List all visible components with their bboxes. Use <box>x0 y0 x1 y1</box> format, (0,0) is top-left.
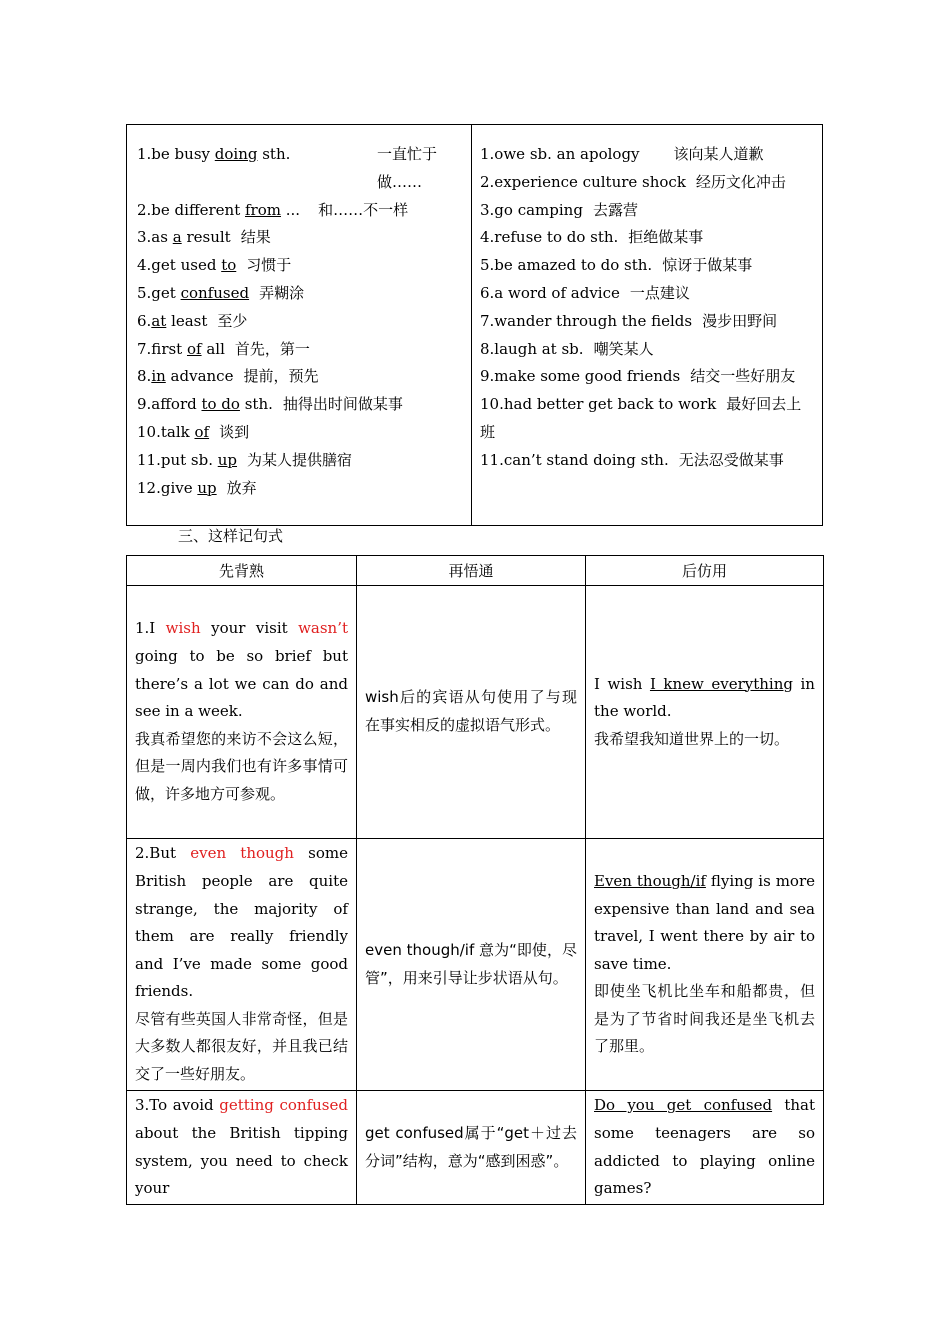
phrase-meaning: 首先，第一 <box>234 339 310 358</box>
sentence-text: I wish <box>594 674 650 693</box>
phrase-item <box>137 419 463 447</box>
phrase-meaning: 习惯于 <box>246 256 292 275</box>
explanation-text: even though/if 意为“即使，尽管”，用来引导让步状语从句。 <box>365 940 577 987</box>
explanation-text: get confused属于“get＋过去分词”结构，意为“感到困惑”。 <box>365 1123 577 1170</box>
explain-cell <box>357 839 586 1091</box>
phrase-meaning: 放弃 <box>226 478 257 497</box>
answer-blank: Do you get confused <box>594 1096 773 1115</box>
phrase-blank: to do <box>201 395 240 414</box>
phrase-text: 9.afford <box>137 395 202 414</box>
phrase-blank: of <box>194 422 210 441</box>
phrase-list-left <box>137 141 463 502</box>
phrase-meaning: 最好回去上班 <box>480 395 802 441</box>
phrase-list-right <box>480 141 816 475</box>
phrase-text: least <box>166 311 208 330</box>
phrase-text: 5.get <box>137 283 181 302</box>
sentence-text: flying is more expensive than land and sea travel, I went there by air to save time. <box>594 871 815 973</box>
sentence-text: 1.I <box>135 619 166 638</box>
phrase-text: 2.experience culture shock <box>480 172 686 191</box>
phrase-blank: in <box>151 367 166 386</box>
imitate-cell <box>586 1091 824 1205</box>
phrase-table <box>126 124 823 526</box>
phrase-item <box>137 363 463 391</box>
phrase-item <box>480 252 816 280</box>
header-recite: 先背熟 <box>127 556 357 586</box>
table-row <box>127 586 824 839</box>
phrase-item <box>480 391 816 447</box>
phrase-text: 5.be amazed to do sth. <box>480 256 653 275</box>
sentence-text: 3.To avoid <box>135 1096 220 1115</box>
phrase-meaning: 结交一些好朋友 <box>690 367 796 386</box>
phrase-text: 1.owe sb. an apology <box>480 145 640 163</box>
phrase-text: advance <box>165 367 234 386</box>
explanation-text: wish后的宾语从句使用了与现在事实相反的虚拟语气形式。 <box>365 688 577 734</box>
phrase-meaning: 去露营 <box>592 200 638 219</box>
phrase-text: 11.can’t stand doing sth. <box>480 450 669 469</box>
key-word: wish <box>165 619 201 638</box>
phrase-item <box>137 197 463 225</box>
phrase-meaning: 为某人提供膳宿 <box>247 450 353 469</box>
phrase-item <box>480 363 816 391</box>
phrase-blank: to <box>221 256 237 275</box>
explain-cell <box>357 586 586 839</box>
key-word: wasn’t <box>298 619 349 638</box>
phrase-item <box>137 336 463 364</box>
sentence-translation: 即使坐飞机比坐车和船都贵，但是为了节省时间我还是坐飞机去了那里。 <box>594 982 815 1056</box>
key-word: even though <box>190 844 294 863</box>
phrase-meaning: 无法忍受做某事 <box>678 450 784 469</box>
sentence-text: that some teenagers are so addicted to playing online games? <box>594 1096 816 1198</box>
phrase-item <box>137 141 463 191</box>
phrase-blank: of <box>186 339 202 358</box>
phrase-item <box>480 280 816 308</box>
table-row <box>127 839 824 1091</box>
phrase-meaning: 和……不一样 <box>318 200 409 219</box>
sentence-text: going to be so brief but there’s a lot we can do and see in a week. <box>135 647 348 721</box>
recite-cell <box>127 1091 357 1205</box>
phrase-text: 7.wander through the fields <box>480 311 693 330</box>
sentence-text: your visit <box>200 619 299 638</box>
phrase-meaning: 提前，预先 <box>243 367 319 386</box>
phrase-text: 8. <box>137 367 152 386</box>
phrase-meaning: 一直忙于做…… <box>377 145 438 191</box>
phrase-item <box>480 447 816 475</box>
phrase-text: sth. <box>239 395 273 414</box>
phrase-blank: up <box>217 450 238 469</box>
phrase-text: 12.give <box>137 478 198 497</box>
phrase-meaning: 惊讶于做某事 <box>662 256 753 275</box>
recite-cell <box>127 586 357 839</box>
phrase-blank: a <box>172 228 182 247</box>
imitate-cell <box>586 839 824 1091</box>
sentence-text: in the world. <box>594 674 815 721</box>
sentence-translation: 尽管有些英国人非常奇怪，但是大多数人都很友好，并且我已结交了一些好朋友。 <box>135 1009 348 1084</box>
imitate-text <box>594 1092 815 1202</box>
phrase-blank: at <box>151 311 167 330</box>
phrase-item <box>137 308 463 336</box>
column-divider <box>471 125 472 525</box>
imitate-text <box>594 868 815 978</box>
phrase-item <box>137 391 463 419</box>
phrase-item <box>480 169 816 197</box>
phrase-meaning: 谈到 <box>219 422 250 441</box>
phrase-meaning: 一点建议 <box>629 283 690 302</box>
phrase-meaning: 该向某人道歉 <box>673 145 764 163</box>
recite-cell <box>127 839 357 1091</box>
phrase-text: all <box>201 339 225 358</box>
phrase-text: 11.put sb. <box>137 450 218 469</box>
phrase-text: 8.laugh at sb. <box>480 339 584 358</box>
phrase-meaning: 结果 <box>240 228 271 247</box>
phrase-item <box>137 252 463 280</box>
phrase-text: 10.talk <box>137 422 195 441</box>
phrase-text: sth. <box>257 145 291 163</box>
phrase-text: result <box>181 228 231 247</box>
imitate-text <box>594 671 815 726</box>
recite-text <box>135 615 348 725</box>
phrase-text: 6.a word of advice <box>480 283 620 302</box>
phrase-item <box>480 224 816 252</box>
table-header-row <box>127 556 824 586</box>
phrase-text: ... <box>280 200 301 219</box>
phrase-blank: up <box>197 478 217 497</box>
sentence-translation: 我真希望您的来访不会这么短，但是一周内我们也有许多事情可做，许多地方可参观。 <box>135 729 348 803</box>
sentence-translation: 我希望我知道世界上的一切。 <box>594 729 790 748</box>
header-imitate: 后仿用 <box>586 556 824 586</box>
phrase-blank: confused <box>180 283 250 302</box>
phrase-item <box>137 280 463 308</box>
sentence-table <box>126 555 824 1205</box>
recite-text <box>135 1092 348 1202</box>
phrase-meaning: 漫步田野间 <box>702 311 778 330</box>
phrase-item <box>137 447 463 475</box>
table-row <box>127 1091 824 1205</box>
phrase-text: 2.be different <box>137 200 245 219</box>
phrase-meaning: 经历文化冲击 <box>695 172 786 191</box>
phrase-text: 6. <box>137 311 152 330</box>
answer-blank: I knew everything <box>649 674 793 693</box>
phrase-blank: from <box>245 200 281 219</box>
sentence-text: some British people are quite strange, the majority of them are really friendly and I’ve made some good friends. <box>135 844 348 1001</box>
phrase-item <box>480 141 816 169</box>
section-heading: 三、这样记句式 <box>178 527 284 545</box>
phrase-item <box>480 197 816 225</box>
phrase-text: 7.first <box>137 339 187 358</box>
recite-text <box>135 840 348 1006</box>
phrase-text: 4.refuse to do sth. <box>480 228 619 247</box>
phrase-text: 9.make some good friends <box>480 367 681 386</box>
answer-blank: Even though/if <box>594 871 706 890</box>
phrase-meaning: 弄糊涂 <box>259 283 305 302</box>
phrase-item <box>137 475 463 503</box>
phrase-item <box>480 336 816 364</box>
phrase-blank: doing <box>214 145 258 163</box>
phrase-meaning: 拒绝做某事 <box>628 228 704 247</box>
phrase-text: 3.go camping <box>480 200 583 219</box>
phrase-meaning: 至少 <box>217 311 248 330</box>
sentence-text: about the British tipping system, you need to check your <box>135 1123 348 1198</box>
phrase-text: 1.be busy <box>137 145 215 163</box>
phrase-item <box>480 308 816 336</box>
key-word: getting confused <box>219 1096 348 1115</box>
sentence-text: 2.But <box>135 844 191 863</box>
phrase-text: 3.as <box>137 228 173 247</box>
phrase-text: 10.had better get back to work <box>480 395 717 414</box>
phrase-meaning: 抽得出时间做某事 <box>282 395 403 414</box>
phrase-text: 4.get used <box>137 256 222 275</box>
phrase-item <box>137 224 463 252</box>
explain-cell <box>357 1091 586 1205</box>
phrase-meaning: 嘲笑某人 <box>593 339 654 358</box>
header-understand: 再悟通 <box>357 556 586 586</box>
imitate-cell <box>586 586 824 839</box>
